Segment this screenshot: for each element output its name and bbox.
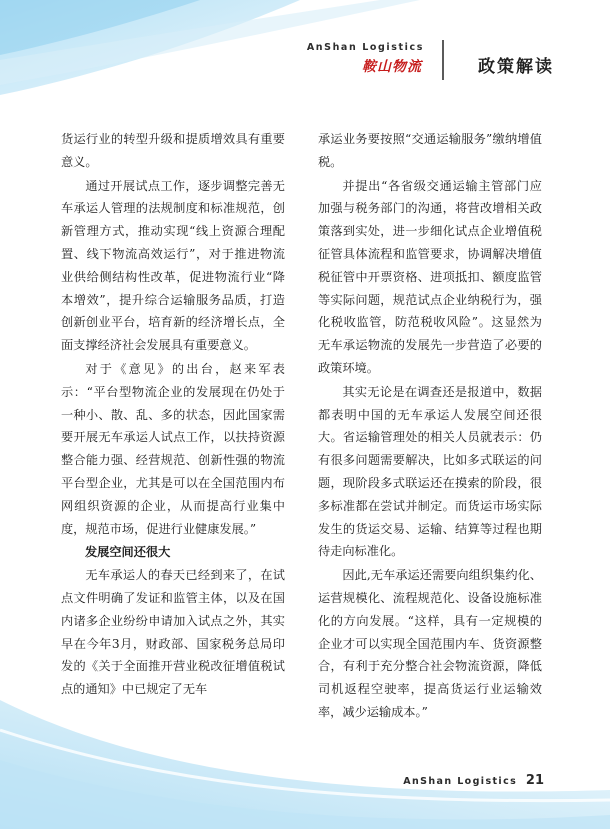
right-paragraph-1: 承运业务要按照“交通运输服务”缴纳增值税。 bbox=[318, 132, 542, 169]
left-column bbox=[61, 128, 285, 702]
page-number: 21 bbox=[525, 773, 544, 788]
section-title: 政策解读 bbox=[478, 57, 554, 77]
right-paragraph-2: 并提出“各省级交通运输主管部门应加强与税务部门的沟通，将营改增相关政策落到实处，进一步细化试点企业增值税征管具体流程和监管要求，协调解决增值税征管中开票资格、进项抵扣、额度监管等实际问题，规范试点企业纳税行为，强化税收监管，防范税收风险”。这显然为无车承运物流的发展先一步营造了必要的政策环境。 bbox=[318, 178, 542, 375]
left-paragraph-4: 无车承运人的春天已经到来了，在试点文件明确了发证和监管主体，以及在国内诸多企业纷纷申请加入试点之外，其实早在今年3月，财政部、国家税务总局印发的《关于全面推开营业税改征增值税试点的通知》中已规定了无车 bbox=[61, 568, 285, 697]
brand-chinese-logo: 鞍山物流 bbox=[362, 59, 422, 75]
right-column bbox=[318, 128, 542, 725]
header-divider bbox=[442, 40, 444, 80]
right-paragraph-4: 因此,无车承运还需要向组织集约化、运营规模化、流程规范化、设备设施标准化的方向发展。“这样，具有一定规模的企业才可以实现全国范围内车、货资源整合，有利于充分整合社会物流资源，降低司机返程空驶率，提高货运行业运输效率，减少运输成本。” bbox=[318, 568, 542, 719]
left-paragraph-2: 通过开展试点工作，逐步调整完善无车承运人管理的法规制度和标准规范，创新管理方式，推动实现“线上资源合理配置、线下物流高效运行”，对于推进物流业供给侧结构性改革，促进物流行业“降本增效”，提升综合运输服务品质，打造创新创业平台，培育新的经济增长点，全面支撑经济社会发展具有重要意义。 bbox=[61, 178, 285, 353]
left-paragraph-3: 对于《意见》的出台，赵来军表示：“平台型物流企业的发展现在仍处于一种小、散、乱、多的状态，因此国家需要开展无车承运人试点工作，以扶持资源整合能力强、经营规范、创新性强的物流平台型企业，尤其是可以在全国范围内布网组织资源的企业，从而提高行业集中度，规范市场，促进行业健康发展。” bbox=[61, 361, 285, 536]
brand-english: AnShan Logistics bbox=[306, 42, 424, 53]
right-paragraph-3: 其实无论是在调查还是报道中，数据都表明中国的无车承运人发展空间还很大。省运输管理处的相关人员就表示：仍有很多问题需要解决，比如多式联运的问题，现阶段多式联运还在摸索的阶段，很多标准都在尝试并制定。而货运市场实际发生的货运交易、运输、结算等过程也期待走向标准化。 bbox=[318, 384, 542, 559]
subheading: 发展空间还很大 bbox=[85, 545, 171, 560]
footer-magazine-name: AnShan Logistics bbox=[403, 776, 518, 787]
left-paragraph-1: 货运行业的转型升级和提质增效具有重要意义。 bbox=[61, 132, 285, 169]
page-footer bbox=[403, 773, 544, 788]
